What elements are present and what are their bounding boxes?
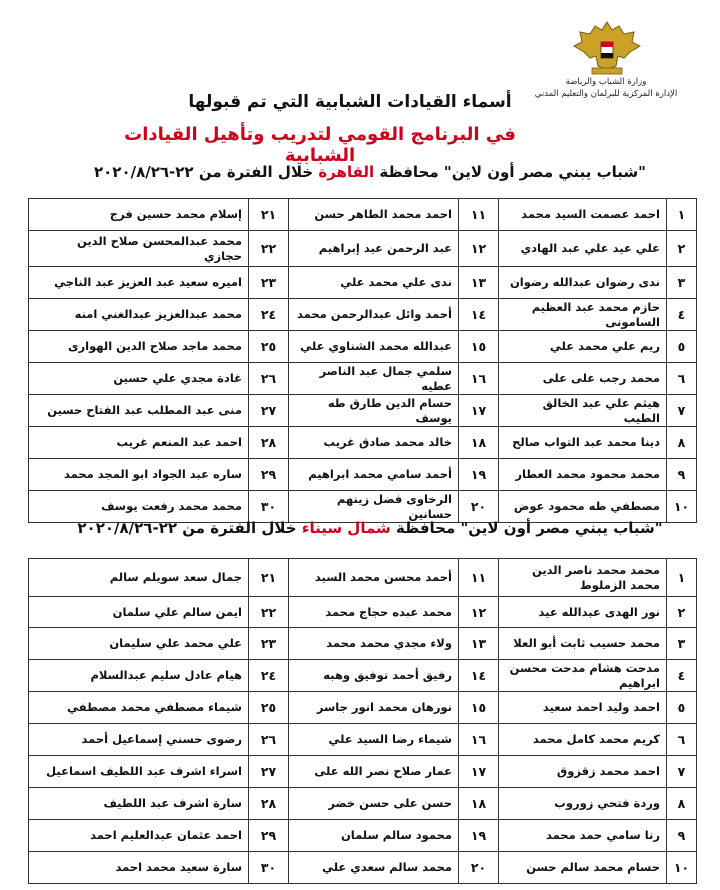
table-row: [29, 597, 697, 628]
row-number: ٢٦: [249, 724, 289, 756]
person-name: محمد محمد رفعت يوسف: [29, 491, 249, 523]
person-name: كريم محمد كامل محمد: [499, 724, 667, 756]
person-name: احمد وليد احمد سعيد: [499, 692, 667, 724]
row-number: ١٩: [459, 459, 499, 491]
section-2-table: [28, 558, 697, 884]
table-row: [29, 820, 697, 852]
person-name: احمد عبد المنعم غريب: [29, 427, 249, 459]
row-number: ٢٧: [249, 395, 289, 427]
table-row: [29, 331, 697, 363]
row-number: ٣٠: [249, 491, 289, 523]
section-1-table: [28, 198, 697, 523]
row-number: ١١: [459, 199, 499, 231]
row-number: ٢٣: [249, 267, 289, 299]
person-name: حازم محمد عبد العظيم السامونى: [499, 299, 667, 331]
table-row: [29, 628, 697, 660]
row-number: ٢٩: [249, 459, 289, 491]
person-name: محمد عبدالعزيز عبدالغني امنه: [29, 299, 249, 331]
person-name: محمد عبده حجاج محمد: [289, 597, 459, 628]
person-name: محمود سالم سلمان: [289, 820, 459, 852]
row-number: ٣: [667, 628, 697, 660]
row-number: ١٨: [459, 788, 499, 820]
person-name: احمد عثمان عبدالعليم احمد: [29, 820, 249, 852]
person-name: ولاء مجدي محمد محمد: [289, 628, 459, 660]
row-number: ٤: [667, 299, 697, 331]
row-number: ٢٥: [249, 331, 289, 363]
person-name: سارة اشرف عبد اللطيف: [29, 788, 249, 820]
row-number: ٢١: [249, 559, 289, 597]
person-name: ندى علي محمد علي: [289, 267, 459, 299]
row-number: ٢: [667, 597, 697, 628]
person-name: نور الهدى عبدالله عيد: [499, 597, 667, 628]
table-row: [29, 692, 697, 724]
person-name: رضوى حسني إسماعيل أحمد: [29, 724, 249, 756]
table-row: [29, 231, 697, 267]
row-number: ٢٨: [249, 788, 289, 820]
section-2-heading: [60, 519, 680, 537]
row-number: ٩: [667, 459, 697, 491]
row-number: ١٢: [459, 231, 499, 267]
person-name: مصطفي طه محمود عوض: [499, 491, 667, 523]
section-1-heading: [60, 163, 680, 181]
person-name: نورهان محمد انور جاسر: [289, 692, 459, 724]
row-number: ٦: [667, 724, 697, 756]
person-name: جمال سعد سويلم سالم: [29, 559, 249, 597]
person-name: ريم علي محمد علي: [499, 331, 667, 363]
section-1-heading-text: "شباب يبني مصر أون لاين" محافظة: [374, 163, 646, 181]
person-name: اميره سعيد عبد العزيز عبد الناجي: [29, 267, 249, 299]
person-name: حسن على حسن خضر: [289, 788, 459, 820]
row-number: ٦: [667, 363, 697, 395]
person-name: عبدالله محمد الشناوي علي: [289, 331, 459, 363]
person-name: شيماء مصطفي محمد مصطفي: [29, 692, 249, 724]
person-name: هيام عادل سليم عبدالسلام: [29, 660, 249, 692]
row-number: ٥: [667, 331, 697, 363]
table-row: [29, 459, 697, 491]
row-number: ٢٩: [249, 820, 289, 852]
person-name: هيثم علي عبد الخالق الطيب: [499, 395, 667, 427]
ministry-line-2: الإدارة المركزية للبرلمان والتعليم المدني: [534, 89, 678, 99]
person-name: علي عيد علي عبد الهادي: [499, 231, 667, 267]
person-name: خالد محمد صادق غريب: [289, 427, 459, 459]
table-row: [29, 299, 697, 331]
row-number: ٢٢: [249, 231, 289, 267]
person-name: محمد رجب على على: [499, 363, 667, 395]
table-row: [29, 363, 697, 395]
ministry-line-1: وزارة الشباب والرياضة: [565, 77, 647, 87]
person-name: ساره عبد الجواد ابو المجد محمد: [29, 459, 249, 491]
table-row: [29, 660, 697, 692]
row-number: ٩: [667, 820, 697, 852]
row-number: ٢٥: [249, 692, 289, 724]
row-number: ٧: [667, 395, 697, 427]
table-row: [29, 199, 697, 231]
person-name: أحمد سامي محمد ابراهيم: [289, 459, 459, 491]
table-row: [29, 852, 697, 884]
row-number: ٢٧: [249, 756, 289, 788]
row-number: ١٧: [459, 395, 499, 427]
section-1-period: خلال الفترة من ٢٢-٢٠٢٠/٨/٢٦: [94, 163, 319, 181]
person-name: عمار صلاح نصر الله على: [289, 756, 459, 788]
section-2-period: خلال الفترة من ٢٢-٢٠٢٠/٨/٢٦: [77, 519, 302, 537]
person-name: محمد محمود محمد العطار: [499, 459, 667, 491]
row-number: ١٩: [459, 820, 499, 852]
row-number: ٧: [667, 756, 697, 788]
person-name: سارة سعيد محمد احمد: [29, 852, 249, 884]
row-number: ٢٨: [249, 427, 289, 459]
person-name: دينا محمد عبد التواب صالح: [499, 427, 667, 459]
row-number: ٢٦: [249, 363, 289, 395]
row-number: ٨: [667, 788, 697, 820]
table-row: [29, 724, 697, 756]
row-number: ١٧: [459, 756, 499, 788]
row-number: ١١: [459, 559, 499, 597]
row-number: ٨: [667, 427, 697, 459]
row-number: ٢٤: [249, 299, 289, 331]
table-row: [29, 267, 697, 299]
person-name: محمد حسيب ثابت أبو العلا: [499, 628, 667, 660]
person-name: إسلام محمد حسين فرج: [29, 199, 249, 231]
row-number: ٢٢: [249, 597, 289, 628]
person-name: محمد محمد ناصر الدين محمد الزملوط: [499, 559, 667, 597]
person-name: منى عبد المطلب عبد الفتاح حسين: [29, 395, 249, 427]
person-name: أحمد محسن محمد السيد: [289, 559, 459, 597]
table-row: [29, 559, 697, 597]
section-1-governorate: القاهرة: [318, 163, 375, 181]
row-number: ١٠: [667, 491, 697, 523]
person-name: أحمد وائل عبدالرحمن محمد: [289, 299, 459, 331]
document-title: أسماء القيادات الشبابية التي تم قبولها: [188, 92, 512, 112]
person-name: وردة فتحي زوروب: [499, 788, 667, 820]
row-number: ١٣: [459, 267, 499, 299]
row-number: ٥: [667, 692, 697, 724]
person-name: الرخاوى فضل زينهم حسانين: [289, 491, 459, 523]
table-row: [29, 395, 697, 427]
row-number: ١٤: [459, 660, 499, 692]
person-name: ايمن سالم علي سلمان: [29, 597, 249, 628]
section-2-governorate: شمال سيناء: [301, 519, 391, 537]
person-name: حسام الدين طارق طه يوسف: [289, 395, 459, 427]
table-row: [29, 491, 697, 523]
row-number: ٢٤: [249, 660, 289, 692]
person-name: احمد محمد زقزوق: [499, 756, 667, 788]
table-row: [29, 427, 697, 459]
row-number: ١٥: [459, 692, 499, 724]
row-number: ٢: [667, 231, 697, 267]
row-number: ٢٠: [459, 491, 499, 523]
person-name: شيماء رضا السيد علي: [289, 724, 459, 756]
person-name: رفيق أحمد توفيق وهبه: [289, 660, 459, 692]
person-name: رنا سامي حمد محمد: [499, 820, 667, 852]
row-number: ٣٠: [249, 852, 289, 884]
row-number: ١٢: [459, 597, 499, 628]
person-name: احمد محمد الطاهر حسن: [289, 199, 459, 231]
person-name: ندى رضوان عبدالله رضوان: [499, 267, 667, 299]
row-number: ١٤: [459, 299, 499, 331]
person-name: محمد عبدالمحسن صلاح الدين حجازي: [29, 231, 249, 267]
row-number: ١٦: [459, 724, 499, 756]
egypt-eagle-logo-icon: [572, 18, 642, 78]
row-number: ٣: [667, 267, 697, 299]
row-number: ٢٠: [459, 852, 499, 884]
person-name: غادة مجدي علي حسين: [29, 363, 249, 395]
person-name: محمد ماجد صلاح الدين الهوارى: [29, 331, 249, 363]
person-name: عبد الرحمن عيد إبراهيم: [289, 231, 459, 267]
person-name: محمد سالم سعدي علي: [289, 852, 459, 884]
table-row: [29, 756, 697, 788]
row-number: ١٣: [459, 628, 499, 660]
person-name: علي محمد علي سليمان: [29, 628, 249, 660]
section-2-heading-text: "شباب يبني مصر أون لاين" محافظة: [390, 519, 663, 537]
row-number: ١٥: [459, 331, 499, 363]
person-name: مدحت هشام مدحت محسن ابراهيم: [499, 660, 667, 692]
row-number: ١٦: [459, 363, 499, 395]
row-number: ٢١: [249, 199, 289, 231]
row-number: ١: [667, 559, 697, 597]
person-name: اسراء اشرف عبد اللطيف اسماعيل: [29, 756, 249, 788]
person-name: احمد عصمت السيد محمد: [499, 199, 667, 231]
person-name: حسام محمد سالم حسن: [499, 852, 667, 884]
row-number: ٢٣: [249, 628, 289, 660]
person-name: سلمي جمال عبد الناصر عطيه: [289, 363, 459, 395]
table-row: [29, 788, 697, 820]
program-title: في البرنامج القومي لتدريب وتأهيل القيادات الشبابية: [124, 124, 516, 166]
row-number: ١٨: [459, 427, 499, 459]
row-number: ٤: [667, 660, 697, 692]
row-number: ١: [667, 199, 697, 231]
row-number: ١٠: [667, 852, 697, 884]
